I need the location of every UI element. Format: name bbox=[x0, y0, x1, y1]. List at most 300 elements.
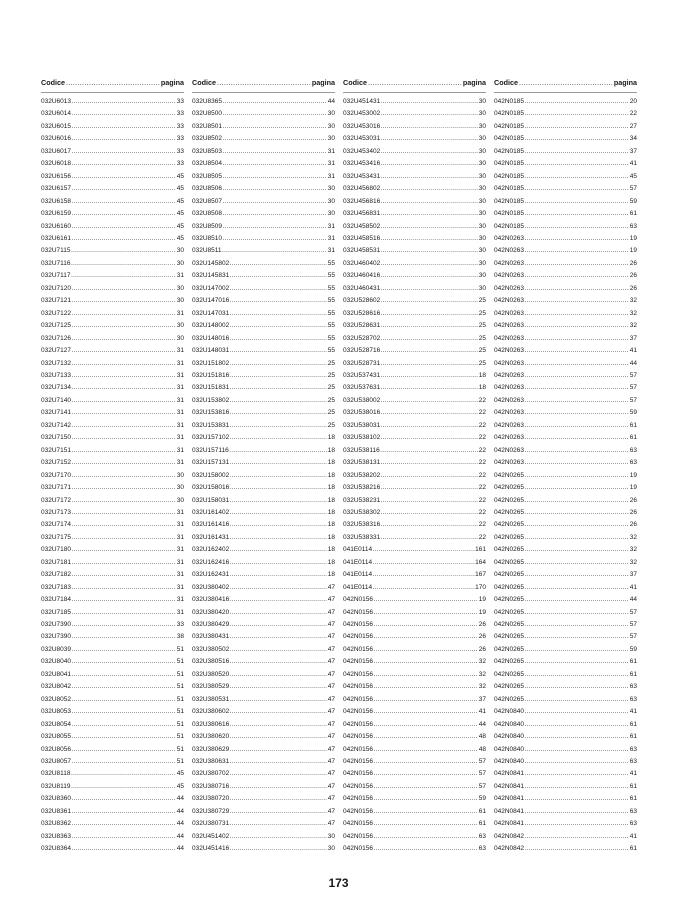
index-entry bbox=[41, 258, 184, 270]
leader-dots bbox=[374, 818, 479, 830]
index-entry bbox=[41, 806, 184, 818]
entry-code: 042N0265 bbox=[494, 695, 524, 703]
leader-dots bbox=[374, 694, 479, 706]
index-entry bbox=[494, 308, 637, 320]
leader-dots bbox=[525, 482, 630, 494]
entry-code: 032U6159 bbox=[41, 210, 71, 218]
index-entry bbox=[192, 345, 335, 357]
header-code-label: Codice bbox=[343, 78, 367, 87]
index-entry bbox=[494, 744, 637, 756]
entry-code: 032U6156 bbox=[41, 172, 71, 180]
entry-page: 41 bbox=[478, 708, 486, 716]
leader-dots bbox=[72, 221, 177, 233]
leader-dots bbox=[230, 831, 328, 843]
entry-code: 032U8056 bbox=[41, 745, 71, 753]
leader-dots bbox=[374, 806, 479, 818]
index-entry bbox=[343, 818, 486, 830]
leader-dots bbox=[72, 644, 177, 656]
entry-page: 30 bbox=[478, 160, 486, 168]
index-entry bbox=[41, 619, 184, 631]
entry-code: 042N0263 bbox=[494, 446, 524, 454]
index-entry bbox=[192, 370, 335, 382]
entry-page: 19 bbox=[478, 608, 486, 616]
index-entry bbox=[343, 482, 486, 494]
entry-code: 032U6014 bbox=[41, 110, 71, 118]
entry-code: 032U528631 bbox=[343, 322, 381, 330]
entry-code: 032U460402 bbox=[343, 259, 381, 267]
leader-dots bbox=[525, 320, 630, 332]
entry-code: 032U6161 bbox=[41, 234, 71, 242]
leader-dots bbox=[381, 146, 479, 158]
leader-dots bbox=[230, 557, 328, 569]
index-entry bbox=[494, 245, 637, 257]
page-number: 173 bbox=[328, 876, 349, 890]
index-entry bbox=[41, 432, 184, 444]
entry-code: 032U380702 bbox=[192, 770, 230, 778]
leader-dots bbox=[374, 681, 479, 693]
leader-dots bbox=[223, 121, 328, 133]
leader-dots bbox=[72, 706, 177, 718]
index-entry bbox=[41, 445, 184, 457]
entry-page: 18 bbox=[327, 471, 335, 479]
entry-page: 31 bbox=[176, 596, 184, 604]
leader-dots bbox=[230, 482, 328, 494]
entry-code: 032U8505 bbox=[192, 172, 222, 180]
entry-page: 55 bbox=[327, 322, 335, 330]
entry-code: 032U8053 bbox=[41, 708, 71, 716]
entry-page: 47 bbox=[327, 820, 335, 828]
index-entry bbox=[343, 245, 486, 257]
entry-code: 042N0265 bbox=[494, 546, 524, 554]
entry-code: 032U7390 bbox=[41, 621, 71, 629]
leader-dots bbox=[230, 320, 328, 332]
header-page-label: pagina bbox=[613, 78, 637, 87]
leader-dots bbox=[525, 495, 630, 507]
entry-page: 18 bbox=[327, 521, 335, 529]
entry-page: 31 bbox=[176, 434, 184, 442]
index-entry bbox=[343, 681, 486, 693]
index-entry bbox=[41, 171, 184, 183]
entry-code: 032U538116 bbox=[343, 446, 380, 454]
entry-code: 041E0114 bbox=[343, 546, 373, 554]
entry-code: 042N0265 bbox=[494, 471, 524, 479]
index-entry bbox=[343, 544, 486, 556]
index-entry bbox=[494, 619, 637, 631]
entry-code: 032U148002 bbox=[192, 322, 230, 330]
entry-code: 032U380731 bbox=[192, 820, 230, 828]
entry-page: 30 bbox=[327, 210, 335, 218]
entry-code: 032U7142 bbox=[41, 421, 71, 429]
header-leader-dots bbox=[368, 78, 462, 87]
entry-code: 042N0840 bbox=[494, 720, 524, 728]
entry-code: 032U8039 bbox=[41, 645, 71, 653]
leader-dots bbox=[72, 594, 177, 606]
entry-page: 18 bbox=[478, 384, 486, 392]
entry-page: 59 bbox=[478, 795, 486, 803]
entry-code: 042N0265 bbox=[494, 645, 524, 653]
entry-page: 30 bbox=[176, 334, 184, 342]
leader-dots bbox=[223, 171, 328, 183]
entry-code: 032U380729 bbox=[192, 807, 230, 815]
leader-dots bbox=[230, 631, 328, 643]
entry-page: 22 bbox=[478, 471, 486, 479]
entry-page: 57 bbox=[629, 371, 637, 379]
entry-code: 042N0263 bbox=[494, 272, 524, 280]
header-divider bbox=[192, 92, 335, 93]
entry-page: 19 bbox=[629, 471, 637, 479]
entry-page: 61 bbox=[478, 807, 486, 815]
index-entry bbox=[343, 607, 486, 619]
leader-dots bbox=[72, 146, 177, 158]
index-entry bbox=[41, 594, 184, 606]
leader-dots bbox=[72, 544, 177, 556]
index-entry bbox=[494, 768, 637, 780]
entry-code: 032U8042 bbox=[41, 683, 71, 691]
entry-code: 042N0185 bbox=[494, 210, 524, 218]
entry-code: 032U161431 bbox=[192, 533, 230, 541]
index-entry bbox=[343, 470, 486, 482]
index-entry bbox=[192, 544, 335, 556]
index-entry bbox=[343, 308, 486, 320]
entry-page: 31 bbox=[176, 421, 184, 429]
entry-page: 18 bbox=[327, 434, 335, 442]
entry-page: 47 bbox=[327, 745, 335, 753]
index-entry bbox=[41, 108, 184, 120]
leader-dots bbox=[381, 407, 479, 419]
index-entry bbox=[41, 270, 184, 282]
index-entry bbox=[494, 569, 637, 581]
entry-code: 042N0263 bbox=[494, 347, 524, 355]
index-entry bbox=[494, 121, 637, 133]
leader-dots bbox=[373, 582, 475, 594]
index-entry bbox=[41, 283, 184, 295]
entry-page: 45 bbox=[176, 770, 184, 778]
entry-page: 47 bbox=[327, 720, 335, 728]
entry-code: 042N0265 bbox=[494, 521, 524, 529]
leader-dots bbox=[374, 793, 479, 805]
column-header bbox=[41, 78, 184, 87]
index-entry bbox=[41, 793, 184, 805]
entry-code: 042N0156 bbox=[343, 832, 373, 840]
entry-code: 032U380502 bbox=[192, 645, 230, 653]
index-entry bbox=[41, 457, 184, 469]
leader-dots bbox=[230, 818, 328, 830]
leader-dots bbox=[230, 358, 328, 370]
entry-page: 27 bbox=[629, 122, 637, 130]
header-divider bbox=[494, 92, 637, 93]
leader-dots bbox=[72, 133, 177, 145]
leader-dots bbox=[72, 121, 177, 133]
entry-page: 47 bbox=[327, 807, 335, 815]
leader-dots bbox=[223, 158, 328, 170]
entry-code: 032U8509 bbox=[192, 222, 222, 230]
entry-page: 31 bbox=[176, 459, 184, 467]
index-entry bbox=[192, 507, 335, 519]
index-entry bbox=[192, 283, 335, 295]
leader-dots bbox=[230, 744, 328, 756]
leader-dots bbox=[72, 320, 177, 332]
entry-code: 042N0185 bbox=[494, 122, 524, 130]
index-entry bbox=[343, 258, 486, 270]
index-entry bbox=[192, 831, 335, 843]
index-entry bbox=[343, 532, 486, 544]
index-entry bbox=[494, 283, 637, 295]
index-entry bbox=[41, 681, 184, 693]
index-entry bbox=[41, 719, 184, 731]
entry-code: 042N0263 bbox=[494, 434, 524, 442]
leader-dots bbox=[525, 557, 630, 569]
leader-dots bbox=[381, 532, 479, 544]
entry-code: 032U8119 bbox=[41, 782, 71, 790]
leader-dots bbox=[230, 382, 328, 394]
entry-page: 47 bbox=[327, 770, 335, 778]
index-entry bbox=[41, 158, 184, 170]
leader-dots bbox=[72, 308, 177, 320]
entry-code: 032U451416 bbox=[192, 845, 230, 853]
leader-dots bbox=[72, 619, 177, 631]
entry-code: 042N0841 bbox=[494, 807, 524, 815]
entry-page: 26 bbox=[478, 621, 486, 629]
leader-dots bbox=[72, 719, 177, 731]
leader-dots bbox=[381, 457, 479, 469]
index-column-4 bbox=[494, 78, 637, 856]
leader-dots bbox=[72, 233, 177, 245]
header-leader-dots bbox=[217, 78, 311, 87]
index-entry bbox=[343, 744, 486, 756]
leader-dots bbox=[525, 183, 630, 195]
entry-code: 032U8041 bbox=[41, 670, 71, 678]
leader-dots bbox=[72, 532, 177, 544]
entry-page: 48 bbox=[478, 745, 486, 753]
leader-dots bbox=[72, 818, 177, 830]
entry-page: 30 bbox=[478, 247, 486, 255]
index-entry bbox=[192, 183, 335, 195]
index-entry bbox=[192, 382, 335, 394]
leader-dots bbox=[525, 507, 630, 519]
leader-dots bbox=[230, 544, 328, 556]
entry-page: 31 bbox=[176, 384, 184, 392]
entry-page: 48 bbox=[478, 733, 486, 741]
index-entry bbox=[41, 544, 184, 556]
leader-dots bbox=[230, 756, 328, 768]
entry-page: 57 bbox=[478, 782, 486, 790]
entry-code: 032U453416 bbox=[343, 160, 381, 168]
index-entry bbox=[41, 183, 184, 195]
entry-code: 042N0185 bbox=[494, 135, 524, 143]
column-header bbox=[192, 78, 335, 87]
leader-dots bbox=[381, 420, 479, 432]
entry-code: 032U8361 bbox=[41, 807, 71, 815]
entry-page: 22 bbox=[629, 110, 637, 118]
entry-page: 30 bbox=[478, 147, 486, 155]
entry-code: 042N0842 bbox=[494, 832, 524, 840]
index-entry bbox=[192, 233, 335, 245]
entry-code: 032U8365 bbox=[192, 98, 222, 105]
entry-code: 032U6013 bbox=[41, 98, 71, 105]
index-entry bbox=[343, 756, 486, 768]
entry-code: 032U158031 bbox=[192, 496, 230, 504]
entry-code: 032U158002 bbox=[192, 471, 230, 479]
entry-code: 032U7126 bbox=[41, 334, 71, 342]
entry-code: 032U157131 bbox=[192, 459, 230, 467]
entry-page: 22 bbox=[478, 446, 486, 454]
index-entry bbox=[494, 507, 637, 519]
entry-page: 26 bbox=[629, 284, 637, 292]
index-entry bbox=[494, 669, 637, 681]
leader-dots bbox=[222, 245, 327, 257]
entry-code: 032U460431 bbox=[343, 284, 381, 292]
entry-page: 47 bbox=[327, 670, 335, 678]
entry-code: 042N0156 bbox=[343, 633, 373, 641]
entry-page: 18 bbox=[327, 484, 335, 492]
entry-code: 042N0156 bbox=[343, 820, 373, 828]
index-entry bbox=[192, 557, 335, 569]
entry-page: 31 bbox=[176, 409, 184, 417]
entry-code: 042N0156 bbox=[343, 596, 373, 604]
leader-dots bbox=[223, 208, 328, 220]
entry-code: 032U7125 bbox=[41, 322, 71, 330]
entry-page: 22 bbox=[478, 421, 486, 429]
column-header bbox=[343, 78, 486, 87]
entry-code: 032U460416 bbox=[343, 272, 381, 280]
leader-dots bbox=[374, 619, 479, 631]
entry-page: 47 bbox=[327, 645, 335, 653]
entry-page: 18 bbox=[327, 558, 335, 566]
entry-code: 042N0841 bbox=[494, 820, 524, 828]
entry-page: 18 bbox=[327, 533, 335, 541]
index-entry bbox=[41, 133, 184, 145]
leader-dots bbox=[230, 694, 328, 706]
index-entry bbox=[494, 333, 637, 345]
index-entry bbox=[192, 656, 335, 668]
entry-code: 032U8506 bbox=[192, 185, 222, 193]
index-entry bbox=[192, 744, 335, 756]
entry-code: 032U8503 bbox=[192, 147, 222, 155]
entry-page: 33 bbox=[176, 110, 184, 118]
index-entry bbox=[192, 781, 335, 793]
leader-dots bbox=[525, 196, 630, 208]
index-entry bbox=[343, 457, 486, 469]
index-entry bbox=[343, 793, 486, 805]
entry-code: 042N0185 bbox=[494, 160, 524, 168]
entry-page: 18 bbox=[327, 546, 335, 554]
entry-page: 31 bbox=[327, 247, 335, 255]
entry-code: 042N0265 bbox=[494, 633, 524, 641]
entry-page: 30 bbox=[176, 496, 184, 504]
index-entry bbox=[494, 258, 637, 270]
leader-dots bbox=[381, 221, 479, 233]
entry-page: 31 bbox=[176, 359, 184, 367]
leader-dots bbox=[525, 121, 630, 133]
leader-dots bbox=[525, 744, 630, 756]
index-entry bbox=[494, 370, 637, 382]
entry-page: 31 bbox=[327, 234, 335, 242]
leader-dots bbox=[72, 569, 177, 581]
index-entry bbox=[192, 806, 335, 818]
leader-dots bbox=[525, 358, 630, 370]
index-entry bbox=[343, 669, 486, 681]
index-entry bbox=[343, 96, 486, 108]
entry-code: 032U8504 bbox=[192, 160, 222, 168]
index-entry bbox=[343, 133, 486, 145]
entry-page: 30 bbox=[478, 284, 486, 292]
entry-page: 25 bbox=[327, 409, 335, 417]
entry-code: 032U151802 bbox=[192, 359, 230, 367]
entry-page: 33 bbox=[176, 147, 184, 155]
entry-code: 042N0156 bbox=[343, 745, 373, 753]
entry-code: 032U7182 bbox=[41, 571, 71, 579]
entry-page: 30 bbox=[478, 259, 486, 267]
leader-dots bbox=[374, 843, 479, 855]
index-entry bbox=[343, 196, 486, 208]
index-entry bbox=[192, 644, 335, 656]
index-entry bbox=[41, 569, 184, 581]
entry-page: 37 bbox=[629, 147, 637, 155]
entry-code: 042N0156 bbox=[343, 720, 373, 728]
entry-page: 63 bbox=[629, 745, 637, 753]
index-entry bbox=[494, 544, 637, 556]
leader-dots bbox=[525, 407, 630, 419]
entry-page: 19 bbox=[478, 596, 486, 604]
index-entry bbox=[192, 108, 335, 120]
index-entry bbox=[41, 420, 184, 432]
index-entry bbox=[192, 121, 335, 133]
entry-code: 032U8502 bbox=[192, 135, 222, 143]
entry-code: 032U7184 bbox=[41, 596, 71, 604]
entry-page: 31 bbox=[176, 309, 184, 317]
entry-page: 22 bbox=[478, 533, 486, 541]
leader-dots bbox=[381, 233, 479, 245]
entry-code: 032U7134 bbox=[41, 384, 71, 392]
entry-page: 19 bbox=[629, 247, 637, 255]
leader-dots bbox=[525, 843, 630, 855]
leader-dots bbox=[72, 395, 177, 407]
entry-page: 30 bbox=[478, 197, 486, 205]
index-entry bbox=[494, 196, 637, 208]
entry-code: 032U6158 bbox=[41, 197, 71, 205]
entry-code: 032U6017 bbox=[41, 147, 71, 155]
entry-code: 042N0263 bbox=[494, 259, 524, 267]
entry-page: 34 bbox=[629, 135, 637, 143]
index-entry bbox=[343, 358, 486, 370]
leader-dots bbox=[525, 831, 630, 843]
leader-dots bbox=[71, 245, 176, 257]
entry-page: 18 bbox=[327, 459, 335, 467]
leader-dots bbox=[381, 196, 479, 208]
entry-code: 042N0156 bbox=[343, 733, 373, 741]
leader-dots bbox=[381, 370, 479, 382]
entry-page: 31 bbox=[176, 446, 184, 454]
index-entry bbox=[192, 532, 335, 544]
entry-code: 032U148016 bbox=[192, 334, 230, 342]
leader-dots bbox=[230, 370, 328, 382]
entry-page: 31 bbox=[176, 608, 184, 616]
entry-page: 22 bbox=[478, 459, 486, 467]
entry-code: 032U7150 bbox=[41, 434, 71, 442]
entry-page: 61 bbox=[629, 210, 637, 218]
leader-dots bbox=[230, 569, 328, 581]
leader-dots bbox=[373, 544, 475, 556]
entry-page: 19 bbox=[629, 484, 637, 492]
leader-dots bbox=[381, 333, 479, 345]
header-code-label: Codice bbox=[192, 78, 216, 87]
leader-dots bbox=[525, 233, 630, 245]
entry-code: 042N0263 bbox=[494, 334, 524, 342]
entry-code: 032U8363 bbox=[41, 832, 71, 840]
entry-page: 25 bbox=[478, 297, 486, 305]
entry-page: 41 bbox=[629, 583, 637, 591]
leader-dots bbox=[525, 208, 630, 220]
